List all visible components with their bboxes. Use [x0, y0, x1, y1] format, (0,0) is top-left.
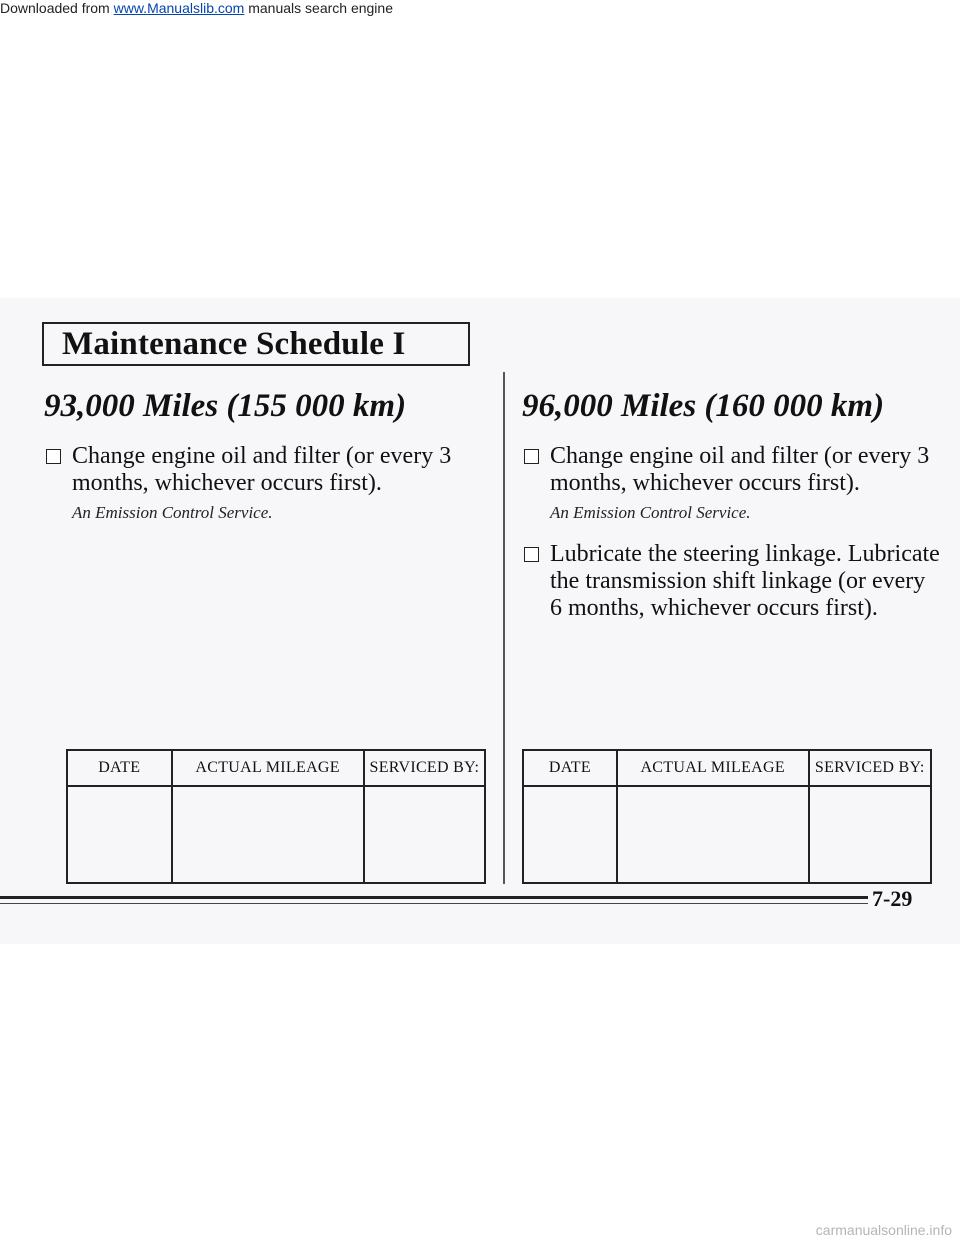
left-mileage-heading: 93,000 Miles (155 000 km)	[44, 388, 407, 424]
right-column	[522, 388, 942, 628]
checkbox-icon[interactable]	[46, 449, 61, 464]
right-emission-note: An Emission Control Service.	[550, 503, 751, 522]
left-service-item-text: Change engine oil and filter (or every 3 months, whichever occurs first).	[72, 443, 452, 496]
date-cell[interactable]	[523, 786, 617, 883]
column-divider	[503, 372, 505, 884]
banner-suffix: manuals search engine	[244, 0, 393, 16]
serviced-by-cell[interactable]	[809, 786, 931, 883]
serviced-by-column-header: SERVICED BY:	[809, 750, 931, 786]
mileage-column-header: ACTUAL MILEAGE	[617, 750, 809, 786]
section-header-box	[42, 322, 470, 366]
right-service-item-oil	[522, 443, 942, 497]
footer-rule-thick	[0, 896, 868, 899]
date-cell[interactable]	[67, 786, 172, 883]
table-header-row	[523, 750, 931, 786]
page-number: 7-29	[872, 886, 913, 911]
right-service-log-table	[522, 749, 932, 884]
table-row	[523, 786, 931, 883]
left-emission-note: An Emission Control Service.	[72, 503, 273, 522]
right-service-item-oil-text: Change engine oil and filter (or every 3 months, whichever occurs first).	[550, 443, 930, 496]
table-header-row	[67, 750, 485, 786]
left-column	[44, 388, 484, 541]
mileage-column-header: ACTUAL MILEAGE	[172, 750, 364, 786]
right-service-item-lubricate-text: Lubricate the steering linkage. Lubricate the transmission shift linkage (or every 6 months, whichever occurs first).	[550, 541, 940, 621]
mileage-cell[interactable]	[617, 786, 809, 883]
download-banner	[0, 0, 393, 16]
section-title: Maintenance Schedule I	[62, 325, 406, 362]
table-row	[67, 786, 485, 883]
mileage-cell[interactable]	[172, 786, 364, 883]
checkbox-icon[interactable]	[524, 449, 539, 464]
left-service-item	[44, 443, 484, 497]
checkbox-icon[interactable]	[524, 547, 539, 562]
date-column-header: DATE	[67, 750, 172, 786]
serviced-by-column-header: SERVICED BY:	[364, 750, 485, 786]
right-mileage-heading: 96,000 Miles (160 000 km)	[522, 388, 885, 424]
date-column-header: DATE	[523, 750, 617, 786]
banner-prefix: Downloaded from	[0, 0, 114, 16]
right-service-item-lubricate	[522, 541, 942, 622]
footer-rule-thin	[0, 903, 868, 904]
serviced-by-cell[interactable]	[364, 786, 485, 883]
left-service-log-table	[66, 749, 486, 884]
manualslib-link[interactable]: www.Manualslib.com	[113, 0, 245, 16]
watermark: carmanualsonline.info	[815, 1222, 952, 1238]
